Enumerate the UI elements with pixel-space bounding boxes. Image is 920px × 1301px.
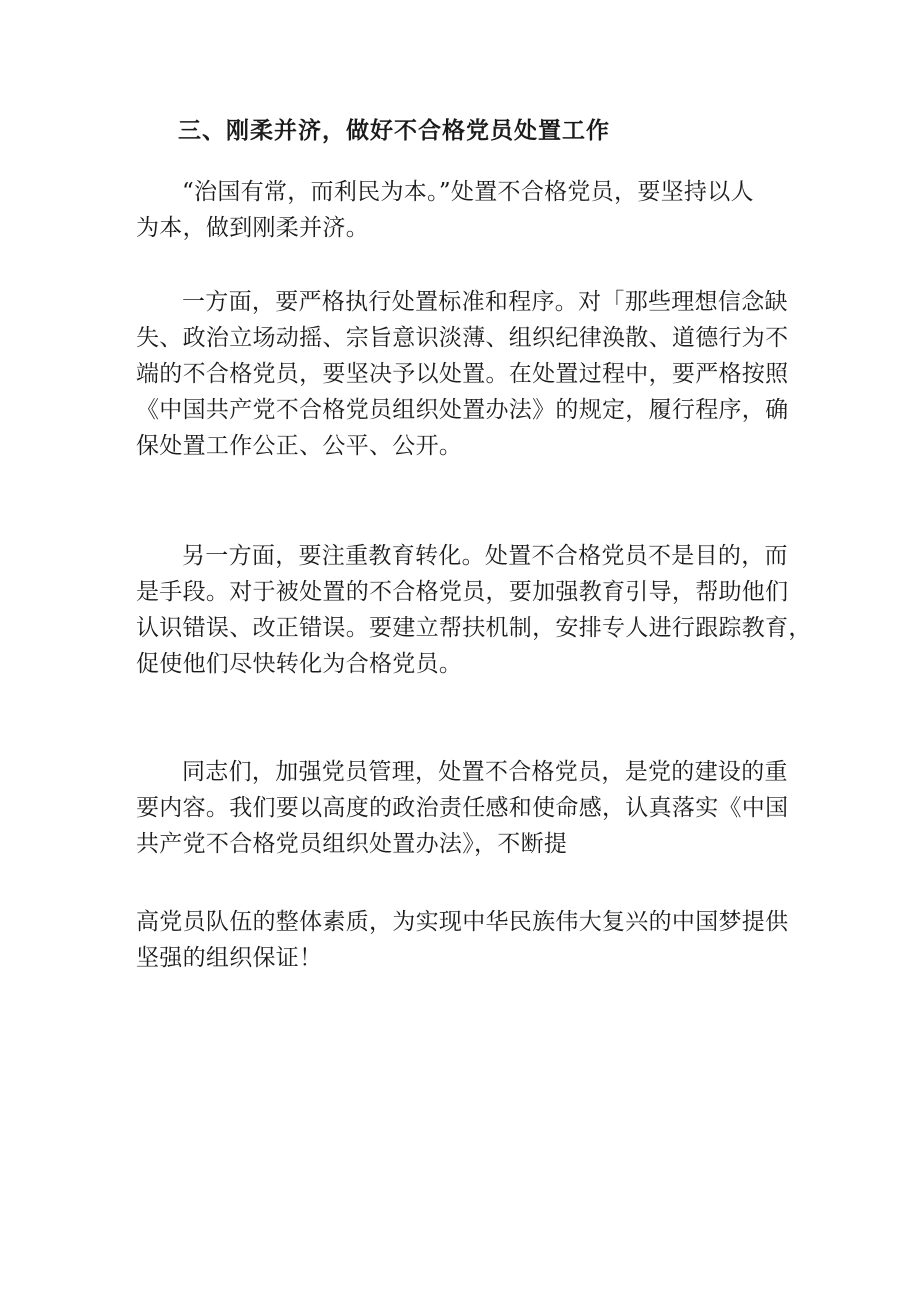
paragraph-line: 另一方面，要注重教育转化。处置不合格党员不是目的，而 [182, 543, 788, 569]
paragraph-line: 是手段。对于被处置的不合格党员，要加强教育引导，帮助他们 [136, 579, 789, 605]
paragraph-4 [136, 754, 796, 862]
paragraph-line: 认识错误、改正错误。要建立帮扶机制，安排专人进行跟踪教育， [136, 615, 812, 641]
paragraph-line: 坚强的组织保证！ [136, 945, 323, 971]
paragraph-line: 共产党不合格党员组织处置办法》，不断提 [136, 831, 568, 857]
paragraph-line: “治国有常，而利民为本。”处置不合格党员，要坚持以人 [182, 179, 754, 205]
paragraph-line: 同志们，加强党员管理，处置不合格党员，是党的建设的重 [182, 759, 788, 785]
paragraph-line: 要内容。我们要以高度的政治责任感和使命感，认真落实《中国 [136, 795, 789, 821]
paragraph-3 [136, 538, 812, 682]
paragraph-line: 高党员队伍的整体素质，为实现中华民族伟大复兴的中国梦提供 [136, 909, 789, 935]
paragraph-5 [136, 904, 796, 976]
paragraph-line: 保处置工作公正、公平、公开。 [136, 433, 463, 459]
paragraph-2 [136, 284, 796, 464]
paragraph-line: 《中国共产党不合格党员组织处置办法》的规定，履行程序，确 [136, 397, 789, 423]
paragraph-line: 促使他们尽快转化为合格党员。 [136, 651, 463, 677]
paragraph-line: 端的不合格党员，要坚决予以处置。在处置过程中，要严格按照 [136, 361, 789, 387]
paragraph-line: 一方面，要严格执行处置标准和程序。对「那些理想信念缺 [182, 289, 788, 315]
section-heading: 三、刚柔并济，做好不合格党员处置工作 [178, 117, 610, 144]
paragraph-line: 失、政治立场动摇、宗旨意识淡薄、组织纪律涣散、道德行为不 [136, 325, 789, 351]
paragraph-1 [136, 174, 796, 246]
paragraph-line: 为本，做到刚柔并济。 [136, 215, 369, 241]
